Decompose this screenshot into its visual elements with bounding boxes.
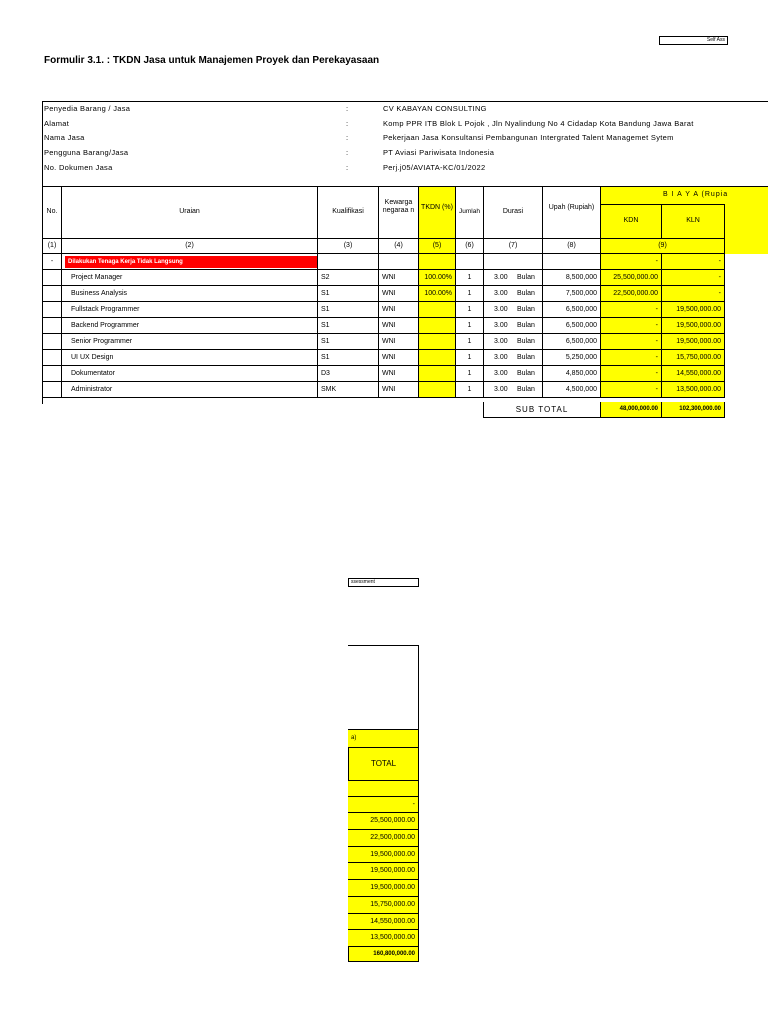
cell-kualifikasi: D3 [317, 366, 378, 382]
page2-total-value: 15,750,000.00 [348, 896, 419, 913]
biaya-header: B I A Y A (Rupia [600, 186, 768, 204]
section-label-cell [61, 254, 317, 270]
header-kewarga: Kewarga negaraa n [378, 186, 418, 238]
section-kdn: - [600, 254, 661, 270]
info-value-nama-jasa: Pekerjaan Jasa Konsultansi Pembangunan Intergrated Talent Managemet Sytem [383, 133, 674, 142]
info-label-pengguna: Pengguna Barang/Jasa [44, 148, 129, 157]
cell-tkdn: 100.00% [418, 286, 455, 302]
empty-cell [542, 254, 600, 270]
durasi-value: 3.00 [494, 322, 508, 329]
cell-kualifikasi: S1 [317, 302, 378, 318]
durasi-unit: Bulan [517, 274, 535, 281]
cell-kln: 19,500,000.00 [661, 334, 725, 350]
cell-durasi [483, 334, 542, 350]
durasi-unit: Bulan [517, 338, 535, 345]
cell-jumlah: 1 [455, 350, 483, 366]
header-no: No. [42, 186, 61, 238]
cell-kln: 14,550,000.00 [661, 366, 725, 382]
cell-upah: 5,250,000 [542, 350, 600, 366]
durasi-unit: Bulan [517, 354, 535, 361]
cell-upah: 7,500,000 [542, 286, 600, 302]
info-colon: : [346, 119, 349, 128]
info-label-alamat: Alamat [44, 119, 70, 128]
durasi-unit: Bulan [517, 306, 535, 313]
empty-cell [42, 350, 61, 366]
cell-upah: 6,500,000 [542, 318, 600, 334]
section-kln: - [661, 254, 725, 270]
cell-durasi [483, 302, 542, 318]
cell-kualifikasi: S1 [317, 334, 378, 350]
page2-total-value: 25,500,000.00 [348, 812, 419, 829]
cell-kewarga: WNI [378, 366, 418, 382]
col-num: (3) [317, 238, 378, 254]
cell-upah: 4,850,000 [542, 366, 600, 382]
cell-uraian: UI UX Design [61, 350, 317, 366]
cell-durasi [483, 382, 542, 398]
col-num: (6) [455, 238, 483, 254]
durasi-unit: Bulan [517, 290, 535, 297]
subtotal-label: SUB TOTAL [483, 402, 600, 418]
page2-total-value: 13,500,000.00 [348, 929, 419, 946]
header-jumlah: Jumlah [455, 186, 483, 238]
durasi-value: 3.00 [494, 290, 508, 297]
info-colon: : [346, 163, 349, 172]
cell-upah: 8,500,000 [542, 270, 600, 286]
info-label-penyedia: Penyedia Barang / Jasa [44, 104, 131, 113]
header-kdn: KDN [600, 204, 661, 238]
info-value-alamat: Komp PPR ITB Blok L Pojok , Jln Nyalindung No 4 Cidadap Kota Bandung Jawa Barat [383, 119, 694, 128]
header-kualifikasi: Kualifikasi [317, 186, 378, 238]
cell-kualifikasi: SMK [317, 382, 378, 398]
cell-jumlah: 1 [455, 334, 483, 350]
cell-uraian: Senior Programmer [61, 334, 317, 350]
durasi-unit: Bulan [517, 386, 535, 393]
subtotal-kln: 102,300,000.00 [661, 402, 725, 418]
col-num: (9) [600, 238, 725, 254]
col-num: (8) [542, 238, 600, 254]
page2-total-value: 19,500,000.00 [348, 879, 419, 896]
cell-kdn: 25,500,000.00 [600, 270, 661, 286]
col-num: (7) [483, 238, 542, 254]
cell-kewarga: WNI [378, 286, 418, 302]
cell-uraian: Administrator [61, 382, 317, 398]
page2-total-value: 22,500,000.00 [348, 829, 419, 846]
durasi-value: 3.00 [494, 274, 508, 281]
section-label: Dilakukan Tenaga Kerja Tidak Langsung [65, 256, 317, 268]
info-colon: : [346, 133, 349, 142]
page2-total-header: TOTAL [348, 747, 419, 780]
page2-total-value: 19,500,000.00 [348, 846, 419, 863]
cell-uraian: Project Manager [61, 270, 317, 286]
empty-cell [317, 254, 378, 270]
cell-kualifikasi: S1 [317, 286, 378, 302]
cell-tkdn [418, 334, 455, 350]
cell-kln: - [661, 286, 725, 302]
cell-kualifikasi: S2 [317, 270, 378, 286]
page2-right-border [418, 645, 419, 729]
cell-kdn: 22,500,000.00 [600, 286, 661, 302]
header-durasi: Durasi [483, 186, 542, 238]
cell-durasi [483, 286, 542, 302]
cell-tkdn [418, 366, 455, 382]
header-tkdn: TKDN (%) [418, 186, 455, 238]
cell-kln: - [661, 270, 725, 286]
cell-upah: 6,500,000 [542, 334, 600, 350]
header-kln: KLN [661, 204, 725, 238]
page2-grand-total: 160,800,000.00 [348, 946, 419, 962]
durasi-value: 3.00 [494, 386, 508, 393]
empty-cell [483, 254, 542, 270]
cell-kdn: - [600, 350, 661, 366]
cell-jumlah: 1 [455, 286, 483, 302]
cell-uraian: Backend Programmer [61, 318, 317, 334]
cell-kewarga: WNI [378, 382, 418, 398]
durasi-value: 3.00 [494, 370, 508, 377]
cell-durasi [483, 270, 542, 286]
empty-cell [42, 286, 61, 302]
section-no: - [42, 254, 61, 270]
cell-tkdn [418, 302, 455, 318]
page2-col-num [348, 780, 419, 796]
cell-upah: 6,500,000 [542, 302, 600, 318]
info-label-nama-jasa: Nama Jasa [44, 133, 85, 142]
cell-kdn: - [600, 366, 661, 382]
info-colon: : [346, 104, 349, 113]
info-value-dokumen: Perj.j05/AVIATA-KC/01/2022 [383, 163, 486, 172]
cell-tkdn [418, 382, 455, 398]
cell-tkdn: 100.00% [418, 270, 455, 286]
empty-cell [42, 302, 61, 318]
cell-kewarga: WNI [378, 350, 418, 366]
durasi-value: 3.00 [494, 354, 508, 361]
col-num: (4) [378, 238, 418, 254]
cell-tkdn [418, 350, 455, 366]
info-value-pengguna: PT Aviasi Pariwisata Indonesia [383, 148, 495, 157]
cell-uraian: Fullstack Programmer [61, 302, 317, 318]
cell-kewarga: WNI [378, 334, 418, 350]
self-assessment-tag: Self Ass [659, 36, 728, 45]
empty-cell [42, 270, 61, 286]
cell-kewarga: WNI [378, 302, 418, 318]
info-value-penyedia: CV KABAYAN CONSULTING [383, 104, 487, 113]
empty-cell [378, 254, 418, 270]
col-num: (1) [42, 238, 61, 254]
empty-cell [455, 254, 483, 270]
cell-uraian: Dokumentator [61, 366, 317, 382]
cell-jumlah: 1 [455, 302, 483, 318]
page2-dash: - [348, 796, 419, 812]
empty-cell [42, 382, 61, 398]
cell-kewarga: WNI [378, 318, 418, 334]
subtotal-kdn: 48,000,000.00 [600, 402, 661, 418]
durasi-unit: Bulan [517, 322, 535, 329]
info-colon: : [346, 148, 349, 157]
empty-cell [42, 366, 61, 382]
cell-kualifikasi: S1 [317, 350, 378, 366]
page2-biaya-fragment: a) [348, 729, 419, 747]
empty-cell [42, 318, 61, 334]
durasi-value: 3.00 [494, 338, 508, 345]
durasi-unit: Bulan [517, 370, 535, 377]
header-uraian: Uraian [61, 186, 317, 238]
col-num: (5) [418, 238, 455, 254]
cell-durasi [483, 366, 542, 382]
cell-kln: 19,500,000.00 [661, 318, 725, 334]
empty-cell [42, 334, 61, 350]
page2-total-value: 19,500,000.00 [348, 862, 419, 879]
info-label-dokumen: No. Dokumen Jasa [44, 163, 113, 172]
assessment-tag: ssessment [348, 578, 419, 587]
cell-tkdn [418, 318, 455, 334]
col-num: (2) [61, 238, 317, 254]
cell-kdn: - [600, 302, 661, 318]
durasi-value: 3.00 [494, 306, 508, 313]
cell-kdn: - [600, 318, 661, 334]
cell-jumlah: 1 [455, 270, 483, 286]
form-title: Formulir 3.1. : TKDN Jasa untuk Manajemen Proyek dan Perekayasaan [44, 55, 380, 66]
cell-uraian: Business Analysis [61, 286, 317, 302]
cell-jumlah: 1 [455, 382, 483, 398]
cell-kdn: - [600, 382, 661, 398]
cell-kualifikasi: S1 [317, 318, 378, 334]
cell-jumlah: 1 [455, 318, 483, 334]
header-upah: Upah (Rupiah) [542, 186, 600, 238]
page2-top-border [348, 645, 419, 646]
cell-durasi [483, 318, 542, 334]
cell-kdn: - [600, 334, 661, 350]
cell-durasi [483, 350, 542, 366]
cell-kewarga: WNI [378, 270, 418, 286]
page2-total-value: 14,550,000.00 [348, 913, 419, 930]
cell-upah: 4,500,000 [542, 382, 600, 398]
cell-kln: 15,750,000.00 [661, 350, 725, 366]
cell-kln: 13,500,000.00 [661, 382, 725, 398]
cell-jumlah: 1 [455, 366, 483, 382]
empty-cell [418, 254, 455, 270]
info-top-border [42, 101, 768, 102]
cell-kln: 19,500,000.00 [661, 302, 725, 318]
